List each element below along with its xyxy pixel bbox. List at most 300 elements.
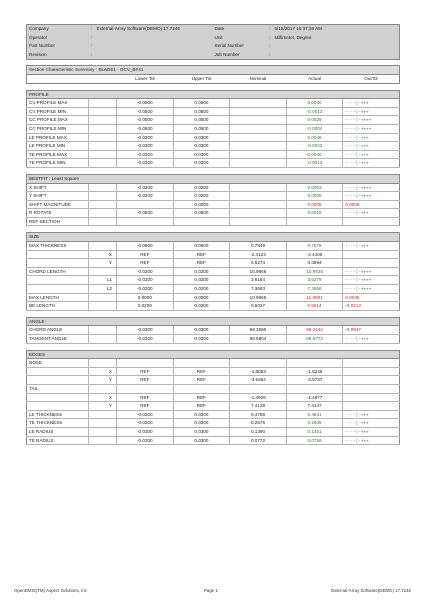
- date-label: Date: [214, 26, 225, 31]
- row-sub: [89, 217, 117, 226]
- row-sub: [89, 159, 117, 168]
- actual-cell: 0.0003: [286, 183, 343, 192]
- tolerance-bar: ----|-+++: [345, 437, 369, 443]
- upper-tol-cell: 0.0300: [173, 335, 230, 344]
- outtol-cell: [343, 384, 400, 393]
- nominal-cell: [230, 133, 287, 142]
- outtol-cell: [343, 133, 400, 142]
- upper-tol-cell: 0.0300: [173, 142, 230, 151]
- row-name: LE PROFILE MAX: [27, 133, 89, 142]
- tolerance-bar: ----|-++++: [345, 277, 372, 283]
- lower-tol-cell: -0.0300: [117, 419, 174, 428]
- table-row: [27, 402, 400, 411]
- actual-cell: -0.0004: [286, 124, 343, 133]
- row-name: CC PROFILE MAX: [27, 116, 89, 125]
- upper-tol-cell: 0.0500: [173, 99, 230, 108]
- lower-tol-cell: -0.0200: [117, 192, 174, 201]
- row-sub: [89, 359, 117, 368]
- lower-tol-cell: REF: [117, 367, 174, 376]
- tolerance-bar: ----|-+++: [345, 100, 369, 106]
- unit-value: Millimeter, Degree: [274, 34, 312, 40]
- nominal-cell: 10.9866: [230, 267, 287, 276]
- outtol-cell: [343, 376, 400, 385]
- row-sub: [89, 183, 117, 192]
- nominal-cell: [230, 217, 287, 226]
- tolerance-bar: ----|-+++: [345, 134, 369, 140]
- row-name: LE THICKNESS: [27, 410, 89, 419]
- row-name: BE LENGTH: [27, 302, 89, 311]
- upper-tol-cell: REF: [173, 376, 230, 385]
- nominal-cell: -3.5684: [230, 376, 287, 385]
- upper-tol-cell: 0.0300: [173, 427, 230, 436]
- outtol-cell: [343, 124, 400, 133]
- outtol-cell: [343, 276, 400, 285]
- outtol-cell: [343, 259, 400, 268]
- lower-tol-cell: -0.0500: [117, 99, 174, 108]
- actual-cell: 0.2608: [286, 419, 343, 428]
- row-sub: X: [89, 367, 117, 376]
- row-sub: [89, 209, 117, 218]
- actual-cell: 88.2442: [286, 326, 343, 335]
- outtol-cell: [343, 419, 400, 428]
- table-row: [27, 285, 400, 294]
- upper-tol-cell: [173, 217, 230, 226]
- row-name: TE PROFILE MAX: [27, 150, 89, 159]
- col-outtol: OutTol: [343, 74, 400, 83]
- upper-tol-cell: REF: [173, 259, 230, 268]
- table-row: [27, 107, 400, 116]
- outtol-cell: [343, 285, 400, 294]
- operator-label: Operator: [29, 34, 48, 40]
- outtol-cell: [343, 410, 400, 419]
- outtol-value: 0.0036: [345, 294, 360, 300]
- actual-cell: 0.4841: [286, 410, 343, 419]
- nominal-cell: [230, 200, 287, 209]
- nominal-cell: [230, 124, 287, 133]
- outtol-cell: [343, 367, 400, 376]
- row-sub: Y: [89, 376, 117, 385]
- outtol-cell: [343, 436, 400, 445]
- row-sub: [89, 410, 117, 419]
- group-title: PROFILE: [27, 90, 400, 99]
- outtol-cell: [343, 99, 400, 108]
- row-name: X SHIFT: [27, 183, 89, 192]
- nominal-cell: [230, 107, 287, 116]
- actual-cell: -0.0013: [286, 107, 343, 116]
- upper-tol-cell: REF: [173, 250, 230, 259]
- nominal-cell: 7.4138: [230, 402, 287, 411]
- table-row: [27, 367, 400, 376]
- row-sub: [89, 200, 117, 209]
- footer-right: External-Array Software(DEMO) 17.7246: [331, 588, 411, 593]
- lower-tol-cell: -0.0300: [117, 159, 174, 168]
- actual-cell: -1.8246: [286, 367, 343, 376]
- lower-tol-cell: -0.0500: [117, 116, 174, 125]
- actual-cell: 0.0040: [286, 150, 343, 159]
- outtol-cell: [343, 359, 400, 368]
- nominal-cell: -1.8053: [230, 367, 287, 376]
- part-value: [95, 42, 213, 51]
- upper-tol-cell: 0.0000: [173, 293, 230, 302]
- actual-cell: 7.3656: [286, 285, 343, 294]
- actual-cell: 0.0756: [286, 436, 343, 445]
- table-row: [27, 427, 400, 436]
- lower-tol-cell: REF: [117, 376, 174, 385]
- row-name: [27, 376, 89, 385]
- tolerance-bar: ----|-++++: [345, 125, 372, 131]
- outtol-cell: [343, 267, 400, 276]
- table-row: [27, 192, 400, 201]
- table-row: [27, 200, 400, 209]
- table-row: [27, 209, 400, 218]
- tolerance-bar: ----|-++++: [345, 286, 372, 292]
- row-name: TE PROFILE MIN: [27, 159, 89, 168]
- table-row: [27, 359, 400, 368]
- lower-tol-cell: -0.0200: [117, 276, 174, 285]
- row-name: CHORD ANGLE: [27, 326, 89, 335]
- group-title: SIZE: [27, 233, 400, 242]
- footer-page: Page 1: [204, 588, 218, 593]
- row-sub: [89, 326, 117, 335]
- row-name: TAIL: [27, 384, 89, 393]
- upper-tol-cell: 0.0200: [173, 267, 230, 276]
- table-row: [27, 393, 400, 402]
- row-sub: [89, 436, 117, 445]
- table-row: [27, 276, 400, 285]
- actual-cell: 0.0018: [286, 209, 343, 218]
- upper-tol-cell: 0.0300: [173, 159, 230, 168]
- nominal-cell: [230, 209, 287, 218]
- upper-tol-cell: 0.0300: [173, 150, 230, 159]
- lower-tol-cell: -0.0300: [117, 427, 174, 436]
- unit-label: Unit: [214, 34, 223, 40]
- actual-cell: 3.6279: [286, 276, 343, 285]
- upper-tol-cell: REF: [173, 367, 230, 376]
- table-row: [27, 436, 400, 445]
- outtol-cell: [343, 183, 400, 192]
- row-sub: [89, 419, 117, 428]
- outtol-cell: [343, 209, 400, 218]
- row-sub: [89, 124, 117, 133]
- lower-tol-cell: -0.0600: [117, 242, 174, 251]
- actual-cell: -0.0022: [286, 142, 343, 151]
- nominal-cell: 10.9965: [230, 293, 287, 302]
- report-header: Company : External-Array Software(DEMO) 17.7246 Date : 5/15/2017 10:37:39 AM Operator : Unit : Millimeter, Degree Part Number : Serial Number : Revision : Job Number :: [26, 24, 400, 60]
- table-row: [27, 293, 400, 302]
- row-sub: [89, 267, 117, 276]
- company-value: External-Array Software(DEMO) 17.7246: [96, 26, 180, 31]
- table-row: [27, 142, 400, 151]
- nominal-cell: 0.4789: [230, 410, 287, 419]
- tolerance-bar: ----|-+++: [345, 428, 369, 434]
- row-name: Y SHIFT: [27, 192, 89, 201]
- col-actual: Actual: [286, 74, 343, 83]
- upper-tol-cell: 0.0500: [173, 124, 230, 133]
- table-row: [27, 150, 400, 159]
- upper-tol-cell: REF: [173, 402, 230, 411]
- nominal-cell: 88.3690: [230, 326, 287, 335]
- row-name: CHORD LENGTH: [27, 267, 89, 276]
- lower-tol-cell: -0.0300: [117, 150, 174, 159]
- lower-tol-cell: -0.0300: [117, 142, 174, 151]
- nominal-cell: [230, 192, 287, 201]
- actual-cell: 0.7878: [286, 242, 343, 251]
- outtol-value: 0.0006: [345, 201, 360, 207]
- outtol-cell: [343, 326, 400, 335]
- revision-value: [95, 51, 213, 60]
- outtol-cell: [343, 200, 400, 209]
- operator-value: [95, 34, 213, 43]
- actual-cell: 0.0006: [286, 192, 343, 201]
- outtol-cell: [343, 142, 400, 151]
- group-0: [26, 90, 400, 168]
- actual-cell: [286, 384, 343, 393]
- row-name: CC PROFILE MIN: [27, 124, 89, 133]
- outtol-cell: [343, 427, 400, 436]
- lower-tol-cell: -0.0300: [117, 335, 174, 344]
- upper-tol-cell: 0.0300: [173, 419, 230, 428]
- nominal-cell: 3.6184: [230, 276, 287, 285]
- upper-tol-cell: 0.0200: [173, 192, 230, 201]
- serial-label: Serial Number: [214, 43, 244, 49]
- actual-cell: [286, 359, 343, 368]
- nominal-cell: 0.2576: [230, 419, 287, 428]
- table-row: [27, 419, 400, 428]
- row-name: [27, 250, 89, 259]
- table-row: [27, 326, 400, 335]
- row-name: TE THICKNESS: [27, 419, 89, 428]
- table-row: [27, 259, 400, 268]
- lower-tol-cell: -0.0500: [117, 124, 174, 133]
- row-name: [27, 276, 89, 285]
- table-row: [27, 384, 400, 393]
- upper-tol-cell: 0.0300: [173, 133, 230, 142]
- outtol-cell: [343, 242, 400, 251]
- group-title: ANGLE: [27, 317, 400, 326]
- outtol-value: -0.0947: [345, 327, 361, 333]
- actual-cell: 0.0040: [286, 99, 343, 108]
- row-name: [27, 285, 89, 294]
- upper-tol-cell: 0.0200: [173, 302, 230, 311]
- row-sub: [89, 107, 117, 116]
- group-4: [26, 350, 400, 446]
- upper-tol-cell: REF: [173, 393, 230, 402]
- row-name: CV PROFILE MIN: [27, 107, 89, 116]
- lower-tol-cell: [117, 359, 174, 368]
- nominal-cell: [230, 384, 287, 393]
- outtol-cell: [343, 116, 400, 125]
- row-name: TANGENT ANGLE: [27, 335, 89, 344]
- lower-tol-cell: -0.0300: [117, 133, 174, 142]
- lower-tol-cell: -0.0300: [117, 326, 174, 335]
- tolerance-bar: ----|-++++: [345, 117, 372, 123]
- outtol-cell: [343, 107, 400, 116]
- nominal-cell: 7.3683: [230, 285, 287, 294]
- row-sub: [89, 116, 117, 125]
- revision-label: Revision: [29, 51, 47, 57]
- row-name: R ROTATE: [27, 209, 89, 218]
- upper-tol-cell: 0.0300: [173, 326, 230, 335]
- job-value: [273, 51, 400, 60]
- outtol-cell: [343, 217, 400, 226]
- actual-cell: 0.5814: [286, 302, 343, 311]
- row-sub: [89, 293, 117, 302]
- row-name: REF SECTION: [27, 217, 89, 226]
- row-name: CV PROFILE MAX: [27, 99, 89, 108]
- table-row: [27, 410, 400, 419]
- outtol-cell: [343, 159, 400, 168]
- row-name: SHIFT MAGNITUDE: [27, 200, 89, 209]
- nominal-cell: [230, 159, 287, 168]
- actual-cell: 88.5772: [286, 335, 343, 344]
- nominal-cell: [230, 150, 287, 159]
- actual-cell: 0.1451: [286, 427, 343, 436]
- tolerance-bar: ----|-+++: [345, 143, 369, 149]
- tolerance-bar: ----|-+++: [345, 243, 369, 249]
- nominal-cell: [230, 183, 287, 192]
- lower-tol-cell: REF: [117, 393, 174, 402]
- row-name: [27, 367, 89, 376]
- row-sub: [89, 427, 117, 436]
- row-sub: L2: [89, 285, 117, 294]
- table-row: [27, 376, 400, 385]
- row-sub: X: [89, 393, 117, 402]
- table-row: [27, 250, 400, 259]
- row-sub: [89, 302, 117, 311]
- group-2: [26, 232, 400, 310]
- outtol-cell: [343, 335, 400, 344]
- lower-tol-cell: -0.0300: [117, 436, 174, 445]
- row-sub: [89, 133, 117, 142]
- company-label: Company: [29, 26, 49, 31]
- row-name: MAX LENGTH: [27, 293, 89, 302]
- upper-tol-cell: 0.0300: [173, 436, 230, 445]
- lower-tol-cell: [117, 384, 174, 393]
- tolerance-bar: ----|-+++: [345, 210, 369, 216]
- measurement-groups: [26, 90, 400, 446]
- lower-tol-cell: -0.0300: [117, 410, 174, 419]
- row-name: LE PROFILE MIN: [27, 142, 89, 151]
- upper-tol-cell: 0.0200: [173, 285, 230, 294]
- date-value: 5/15/2017 10:37:39 AM: [274, 26, 323, 31]
- table-row: [27, 217, 400, 226]
- upper-tol-cell: [173, 384, 230, 393]
- tolerance-bar: ----|-++++: [345, 268, 372, 274]
- row-sub: X: [89, 250, 117, 259]
- nominal-cell: 0.1390: [230, 427, 287, 436]
- actual-cell: 7.4147: [286, 402, 343, 411]
- actual-cell: -1.4877: [286, 393, 343, 402]
- tolerance-bar: ----|-+++: [345, 420, 369, 426]
- row-name: TE RADIUS: [27, 436, 89, 445]
- row-name: [27, 259, 89, 268]
- serial-value: [273, 42, 400, 51]
- table-row: [27, 159, 400, 168]
- nominal-cell: 0.7849: [230, 242, 287, 251]
- lower-tol-cell: REF: [117, 259, 174, 268]
- table-row: [27, 133, 400, 142]
- lower-tol-cell: [117, 217, 174, 226]
- nominal-cell: 0.0772: [230, 436, 287, 445]
- part-label: Part Number: [29, 43, 56, 49]
- lower-tol-cell: -0.0200: [117, 183, 174, 192]
- group-1: [26, 174, 400, 227]
- group-title: EDGES: [27, 350, 400, 359]
- outtol-cell: [343, 293, 400, 302]
- nominal-cell: 0.5027: [230, 302, 287, 311]
- row-sub: [89, 150, 117, 159]
- upper-tol-cell: 0.0600: [173, 242, 230, 251]
- report-page: [26, 24, 400, 445]
- row-sub: [89, 335, 117, 344]
- nominal-cell: -2.4124: [230, 250, 287, 259]
- tolerance-bar: ----|-+++: [345, 160, 369, 166]
- actual-cell: -0.0013: [286, 159, 343, 168]
- lower-tol-cell: -0.0200: [117, 285, 174, 294]
- upper-tol-cell: 0.0200: [173, 276, 230, 285]
- outtol-cell: [343, 402, 400, 411]
- table-row: [27, 302, 400, 311]
- row-name: NOSE: [27, 359, 89, 368]
- col-nominal: Nominal: [230, 74, 287, 83]
- table-row: [27, 335, 400, 344]
- nominal-cell: -1.4926: [230, 393, 287, 402]
- upper-tol-cell: [173, 359, 230, 368]
- section-title: Section Characteristic Summary : BLADE1 : GCV_BF41: [27, 66, 400, 75]
- actual-cell: 0.0006: [286, 200, 343, 209]
- nominal-cell: [230, 116, 287, 125]
- outtol-value: -0.0213: [345, 303, 361, 309]
- row-sub: Y: [89, 259, 117, 268]
- section-summary-header: [26, 65, 400, 83]
- outtol-cell: [343, 250, 400, 259]
- lower-tol-cell: REF: [117, 402, 174, 411]
- row-name: MAX THICKNESS: [27, 242, 89, 251]
- nominal-cell: [230, 359, 287, 368]
- lower-tol-cell: 0.0000: [117, 293, 174, 302]
- row-sub: [89, 99, 117, 108]
- upper-tol-cell: 0.0500: [173, 107, 230, 116]
- row-sub: Y: [89, 402, 117, 411]
- row-name: [27, 393, 89, 402]
- actual-cell: -2.4105: [286, 250, 343, 259]
- outtol-cell: [343, 393, 400, 402]
- outtol-cell: [343, 302, 400, 311]
- tolerance-bar: ----|-+++: [345, 411, 369, 417]
- table-row: [27, 242, 400, 251]
- tolerance-bar: ----|-+++: [345, 108, 369, 114]
- nominal-cell: [230, 99, 287, 108]
- row-sub: [89, 142, 117, 151]
- col-lower-tol: Lower Tol: [117, 74, 174, 83]
- upper-tol-cell: 0.0500: [173, 116, 230, 125]
- group-3: [26, 317, 400, 344]
- lower-tol-cell: REF: [117, 250, 174, 259]
- nominal-cell: 0.5274: [230, 259, 287, 268]
- footer-left: OpenDMIS(TM) Aspect Solutions, Inc: [14, 588, 87, 593]
- upper-tol-cell: 0.0500: [173, 209, 230, 218]
- table-row: [27, 183, 400, 192]
- row-sub: [89, 384, 117, 393]
- table-row: [27, 267, 400, 276]
- tolerance-bar: ----|-+++: [345, 336, 369, 341]
- actual-cell: 10.9935: [286, 267, 343, 276]
- nominal-cell: 88.5804: [230, 335, 287, 344]
- lower-tol-cell: -0.0500: [117, 107, 174, 116]
- group-title: BESTFIT : Least Square: [27, 174, 400, 183]
- table-row: [27, 116, 400, 125]
- outtol-cell: [343, 192, 400, 201]
